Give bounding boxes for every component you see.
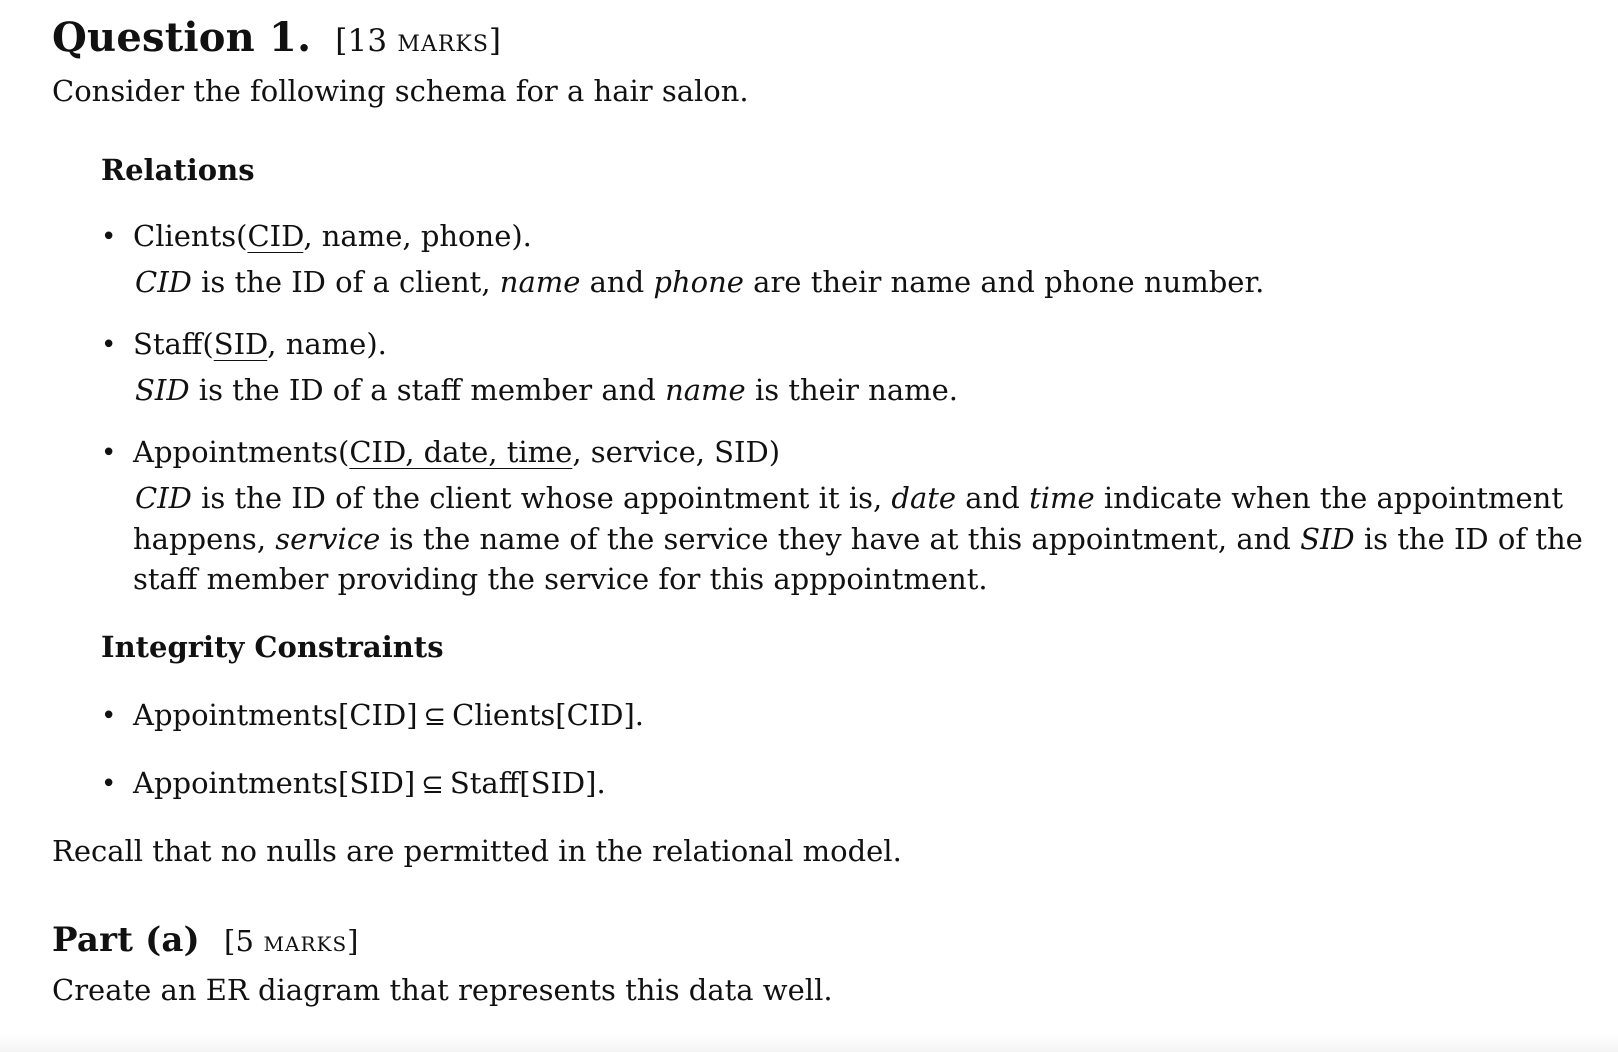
part-a-text: Create an ER diagram that represents this data well. bbox=[52, 973, 833, 1007]
subset-symbol: ⊆ bbox=[421, 769, 444, 800]
question-marks: [13 marks] bbox=[335, 23, 502, 59]
constraints-heading: Integrity Constraints bbox=[101, 630, 444, 664]
clients-description: CID is the ID of a client, name and phone are their name and phone number. bbox=[135, 265, 1265, 299]
staff-relation: Staff(SID, name). bbox=[133, 327, 387, 361]
constraint-1: Appointments[CID] ⊆ Clients[CID]. bbox=[133, 698, 645, 732]
staff-description: SID is the ID of a staff member and name is their name. bbox=[135, 373, 959, 407]
page-bottom-shade bbox=[0, 1035, 1618, 1052]
question-heading bbox=[52, 14, 501, 61]
question-title: Question 1. bbox=[52, 14, 312, 61]
part-a-title: Part (a) bbox=[52, 920, 200, 960]
appointments-relation: Appointments(CID, date, time, service, SID) bbox=[133, 435, 781, 469]
clients-key: CID bbox=[247, 219, 304, 253]
clients-relation: Clients(CID, name, phone). bbox=[133, 219, 532, 253]
question-intro: Consider the following schema for a hair salon. bbox=[52, 74, 749, 108]
bullet: • bbox=[101, 330, 117, 360]
recall-note: Recall that no nulls are permitted in the relational model. bbox=[52, 834, 902, 868]
bullet: • bbox=[101, 222, 117, 252]
bullet: • bbox=[101, 701, 117, 731]
part-a-marks: [5 marks] bbox=[223, 924, 359, 958]
bullet: • bbox=[101, 769, 117, 799]
appointments-description-line-3: staff member providing the service for this apppointment. bbox=[133, 562, 988, 596]
relations-heading: Relations bbox=[101, 153, 255, 187]
appointments-description-line-2: happens, service is the name of the service they have at this appointment, and SID is the ID of the bbox=[133, 522, 1583, 556]
part-a-heading bbox=[52, 920, 359, 960]
appointments-key: CID, date, time bbox=[349, 435, 573, 469]
appointments-description-line-1: CID is the ID of the client whose appointment it is, date and time indicate when the appointment bbox=[135, 481, 1563, 515]
staff-key: SID bbox=[213, 327, 268, 361]
bullet: • bbox=[101, 438, 117, 468]
constraint-2: Appointments[SID] ⊆ Staff[SID]. bbox=[133, 766, 606, 800]
subset-symbol: ⊆ bbox=[423, 701, 447, 732]
